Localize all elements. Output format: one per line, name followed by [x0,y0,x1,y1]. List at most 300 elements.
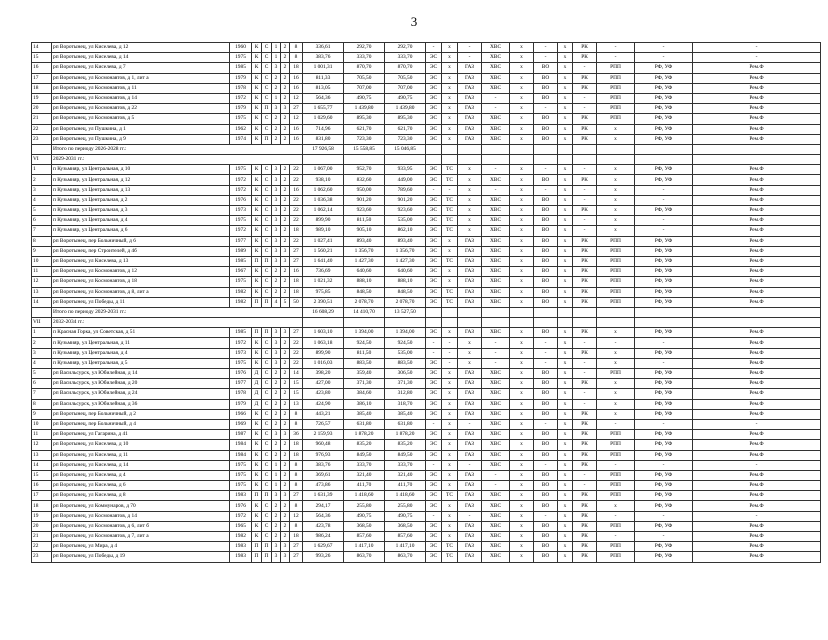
table-cell: х [597,175,635,185]
table-cell: - [482,481,510,491]
table-cell [510,318,534,328]
table-cell: х [510,287,534,297]
table-cell: ТС [442,175,458,185]
table-cell: РК [573,511,597,521]
address-cell: рп Воротынец, ул Космонавтов, д 7, лит а [52,532,230,542]
table-cell: 3 [32,348,52,358]
period-total-row [32,144,821,154]
table-cell: 20 [32,521,52,531]
table-cell: К [252,481,262,491]
table-cell: ЭС [426,297,442,307]
table-cell: 15 [290,379,303,389]
table-cell: 1 [32,165,52,175]
table-cell: РК [573,175,597,185]
table-cell: 21 [32,114,52,124]
table-cell: х [442,511,458,521]
table-cell: ЭС [426,532,442,542]
table-cell: РФ, УФ [635,277,693,287]
table-cell: х [510,532,534,542]
table-row [32,175,821,185]
table-cell: Рем.Ф [693,542,821,552]
table-cell: 2 [281,53,290,63]
table-cell: ЭС [426,450,442,460]
table-cell: П [262,297,272,307]
table-cell: РК [573,246,597,256]
table-cell: 12 [290,93,303,103]
table-row [32,277,821,287]
table-cell: х [510,246,534,256]
table-cell: К [252,63,262,73]
table-cell: 3 [272,358,281,368]
table-cell [558,318,573,328]
table-cell: 1972 [230,175,252,185]
table-cell: х [442,440,458,450]
table-row [32,73,821,83]
table-cell: 1 [272,481,281,491]
table-cell: ГАЗ [458,389,482,399]
table-cell: 1989 [230,246,252,256]
table-cell: 368,50 [344,521,385,531]
table-cell [426,155,442,165]
table-cell: - [635,43,693,53]
table-cell: х [597,216,635,226]
table-cell: - [534,104,558,114]
table-cell: П [252,491,262,501]
table-cell: 8 [32,399,52,409]
table-cell: х [558,440,573,450]
table-cell: 473,86 [303,481,344,491]
table-cell: ЭС [426,114,442,124]
table-cell: РФ, УФ [635,175,693,185]
table-cell: 3 [272,246,281,256]
table-cell: 306,50 [385,369,426,379]
table-cell: 993,26 [303,552,344,562]
table-cell: х [558,542,573,552]
table-cell: ЭС [426,216,442,226]
table-cell: х [558,53,573,63]
table-cell: х [442,63,458,73]
table-cell: - [458,43,482,53]
address-cell: п Кузьмияр, ул Центральная, д 6 [52,226,230,236]
table-cell: К [252,246,262,256]
table-cell: х [510,399,534,409]
table-cell: 1 417,10 [385,542,426,552]
table-cell: х [442,246,458,256]
table-cell: 3 [281,552,290,562]
table-cell: 2 [272,399,281,409]
table-cell [693,155,821,165]
table-cell: 2 [32,175,52,185]
table-cell: С [262,430,272,440]
table-cell: РПП [597,542,635,552]
table-cell: - [693,43,821,53]
table-cell: ГАЗ [458,83,482,93]
table-cell: 895,30 [344,114,385,124]
table-cell: х [558,195,573,205]
table-cell: С [262,165,272,175]
table-cell: - [597,460,635,470]
table-cell: 1985 [230,328,252,338]
table-cell: х [510,440,534,450]
table-cell: 255,80 [385,501,426,511]
table-cell: 18 [290,287,303,297]
table-cell: 832,60 [344,175,385,185]
address-cell: рп Воротынец, ул Киселева, д 13 [52,256,230,266]
table-cell: Рем.Ф [693,491,821,501]
table-cell: х [558,348,573,358]
table-cell [458,307,482,317]
table-cell: Рем.Ф [693,195,821,205]
period-total-label: Итого по периоду 2026-2028 гг.: [52,144,303,154]
table-cell: ХВС [482,246,510,256]
table-cell: - [597,43,635,53]
table-cell: 18 [32,83,52,93]
table-cell: К [252,216,262,226]
table-cell: П [262,328,272,338]
total-area-cell: 15 558,85 [344,144,385,154]
table-cell: х [510,348,534,358]
table-cell: - [426,460,442,470]
table-cell: 3 [272,542,281,552]
table-cell: х [442,328,458,338]
address-cell: рп Воротынец, ул Космонавтов, д 6, лит б [52,521,230,531]
table-cell: К [252,114,262,124]
table-cell: 3 [272,491,281,501]
table-row [32,165,821,175]
table-cell: - [635,185,693,195]
table-cell: С [262,195,272,205]
table-cell: С [262,338,272,348]
table-cell: РФ, УФ [635,369,693,379]
table-cell: ЭС [426,542,442,552]
address-cell: п Кузьмияр, ул Центральная, д 4 [52,348,230,358]
address-cell: рп Воротынец, пер Больничный, д 2 [52,409,230,419]
table-cell: 1 560,21 [303,246,344,256]
table-cell: х [510,460,534,470]
table-cell: - [597,419,635,429]
table-cell: ЭС [426,195,442,205]
table-cell: 2 [281,287,290,297]
table-cell: 17 [32,491,52,501]
table-cell: 2 [281,419,290,429]
table-cell: 1 394,00 [385,328,426,338]
period-label: 2032-2034 гг.: [52,318,303,328]
table-cell: 27 [290,542,303,552]
table-cell: 8 [290,53,303,63]
table-cell: 2 [281,399,290,409]
table-cell: ВО [534,491,558,501]
table-cell: 1978 [230,83,252,93]
table-cell: - [635,358,693,368]
table-cell: К [252,93,262,103]
table-cell: х [558,460,573,470]
table-cell: 1 021,32 [303,277,344,287]
table-cell: х [510,43,534,53]
table-cell: 2 [281,195,290,205]
table-cell: 3 [272,226,281,236]
table-cell [534,318,558,328]
table-cell: 1975 [230,460,252,470]
table-cell: 1973 [230,206,252,216]
table-cell: х [510,379,534,389]
table-cell: РФ, УФ [635,246,693,256]
address-cell: п Кузьмияр, ул Центральная, д 12 [52,175,230,185]
table-cell: К [252,470,262,480]
table-cell: - [573,104,597,114]
table-row [32,521,821,531]
table-cell: К [252,450,262,460]
table-cell: - [635,419,693,429]
table-cell: 2 [281,277,290,287]
address-cell: п Кузьмияр, ул Центральная, д 3 [52,206,230,216]
table-cell: К [252,521,262,531]
table-cell: х [597,379,635,389]
table-cell: 2 [281,470,290,480]
table-cell: Рем.Ф [693,134,821,144]
table-cell: - [482,338,510,348]
table-cell: х [458,165,482,175]
table-cell: х [510,277,534,287]
table-cell: ЭС [426,369,442,379]
table-cell: 2 [272,73,281,83]
table-cell: - [534,185,558,195]
table-row [32,399,821,409]
table-cell: РФ, УФ [635,63,693,73]
table-cell: 2 [281,440,290,450]
address-cell: рп Воротынец, ул Космонавтов, д 18 [52,277,230,287]
table-cell: ВО [534,206,558,216]
table-row [32,389,821,399]
table-cell: К [252,430,262,440]
table-row [32,185,821,195]
table-cell: 8 [32,236,52,246]
table-cell: ГАЗ [458,532,482,542]
table-cell: 371,30 [385,379,426,389]
table-cell [482,318,510,328]
table-cell: 1 418,60 [344,491,385,501]
table-cell: РК [573,206,597,216]
table-cell: х [458,185,482,195]
table-cell: 16 [290,267,303,277]
table-cell: 1975 [230,358,252,368]
table-cell [482,307,510,317]
table-cell: ЭС [426,246,442,256]
table-cell: х [558,73,573,83]
table-cell: С [262,501,272,511]
table-cell: Рем.Ф [693,165,821,175]
table-cell: ГАЗ [458,501,482,511]
table-cell [458,155,482,165]
table-cell: ТС [442,165,458,175]
table-cell: 8 [290,481,303,491]
table-cell: 1 418,60 [385,491,426,501]
table-cell: РК [573,348,597,358]
table-cell: 2 [272,409,281,419]
table-cell: х [510,521,534,531]
table-cell: 15 [32,470,52,480]
table-cell: х [558,206,573,216]
table-cell: х [597,328,635,338]
table-cell: РК [573,134,597,144]
table-cell [597,307,635,317]
table-cell [635,318,693,328]
table-cell: ЭС [426,104,442,114]
address-cell: п Кузьмияр, ул Центральная, д 5 [52,358,230,368]
table-cell: РК [573,419,597,429]
table-row [32,491,821,501]
table-cell: 15 [290,389,303,399]
table-cell: х [442,430,458,440]
table-cell: 3 [272,206,281,216]
table-cell: ХВС [482,440,510,450]
table-row [32,328,821,338]
table-cell: К [252,287,262,297]
table-row [32,348,821,358]
table-cell: - [573,93,597,103]
table-cell: 938,10 [303,175,344,185]
address-cell: рп Васильсурск, ул Юбилейная, д 36 [52,399,230,409]
table-cell: х [558,409,573,419]
table-cell: С [262,246,272,256]
table-cell: 13 [32,450,52,460]
table-cell: 8 [290,43,303,53]
table-cell: 1 067,00 [303,165,344,175]
table-cell: К [252,532,262,542]
table-cell: С [262,440,272,450]
address-cell: п Кузьмияр, ул Центральная, д 11 [52,338,230,348]
table-cell: РК [573,450,597,460]
table-cell: - [458,511,482,521]
table-cell: 1 356,70 [344,246,385,256]
table-cell: х [442,419,458,429]
table-cell: П [262,542,272,552]
table-cell: х [510,358,534,368]
table-cell: ЭС [426,399,442,409]
table-cell: ХВС [482,277,510,287]
table-cell: 2 [272,511,281,521]
table-cell: ГАЗ [458,104,482,114]
table-cell: ЭС [426,481,442,491]
table-cell: 1979 [230,104,252,114]
table-cell: 2 [281,389,290,399]
address-cell: рп Воротынец, ул Киселева, д 4 [52,470,230,480]
table-cell: 16 [290,73,303,83]
table-cell: 2 [272,419,281,429]
table-cell: х [558,226,573,236]
table-cell: ГАЗ [458,450,482,460]
table-cell [426,144,442,154]
table-cell: 640,60 [385,267,426,277]
table-cell: ВО [534,83,558,93]
table-cell: 18 [290,277,303,287]
table-row [32,338,821,348]
table-cell: х [558,521,573,531]
table-cell: ХВС [482,369,510,379]
table-cell: 849,50 [344,450,385,460]
table-cell: ЭС [426,175,442,185]
table-cell: ГАЗ [458,552,482,562]
table-cell: ХВС [482,532,510,542]
table-cell: ВО [534,379,558,389]
table-cell: 2 [281,165,290,175]
table-cell: ГАЗ [458,73,482,83]
table-row [32,236,821,246]
table-cell: 2 [272,114,281,124]
table-cell: - [573,185,597,195]
table-cell: ХВС [482,491,510,501]
table-cell: 18 [290,440,303,450]
table-cell: 424,90 [303,399,344,409]
address-cell: рп Воротынец, ул Космонавтов, д 11 [52,83,230,93]
table-cell: 862,10 [385,226,426,236]
table-cell: х [510,236,534,246]
table-cell [573,318,597,328]
table-cell: ХВС [482,409,510,419]
table-cell [458,144,482,154]
table-cell: х [442,369,458,379]
table-cell: ВО [534,216,558,226]
table-cell: - [573,481,597,491]
table-cell: - [635,338,693,348]
table-cell: 449,00 [385,175,426,185]
table-cell: х [597,409,635,419]
table-cell: 27 [290,328,303,338]
table-cell: х [442,399,458,409]
table-cell: 8 [290,470,303,480]
table-cell: 12 [32,277,52,287]
table-cell: 1975 [230,481,252,491]
table-cell: ХВС [482,63,510,73]
table-cell: 312,80 [385,389,426,399]
table-cell: С [262,481,272,491]
table-cell: ХВС [482,430,510,440]
table-cell: х [558,389,573,399]
table-cell: РФ, УФ [635,256,693,266]
table-cell: 1975 [230,470,252,480]
table-cell: 2 [281,185,290,195]
table-cell: РК [573,430,597,440]
table-cell: 490,75 [385,511,426,521]
table-cell: 2 [281,43,290,53]
table-cell: С [262,83,272,93]
table-cell: П [262,256,272,266]
table-cell: х [442,104,458,114]
table-cell: 2 [281,267,290,277]
table-cell: ВО [534,532,558,542]
table-cell [693,307,821,317]
table-cell: РПП [597,430,635,440]
table-cell: х [558,256,573,266]
table-cell: 4 [32,195,52,205]
table-cell: 1 641,40 [303,256,344,266]
table-cell: 2 078,70 [385,297,426,307]
table-cell: С [262,114,272,124]
table-cell: ТС [442,491,458,501]
table-cell: х [510,216,534,226]
table-cell: РФ, УФ [635,104,693,114]
table-cell: 848,50 [344,287,385,297]
table-cell: х [442,83,458,93]
table-cell: Рем.Ф [693,389,821,399]
table-cell: 3 [272,348,281,358]
table-cell: РПП [597,277,635,287]
table-cell: С [262,236,272,246]
table-cell: х [458,348,482,358]
table-cell: РПП [597,73,635,83]
table-cell: - [426,419,442,429]
table-cell: Рем.Ф [693,328,821,338]
table-cell [442,155,458,165]
